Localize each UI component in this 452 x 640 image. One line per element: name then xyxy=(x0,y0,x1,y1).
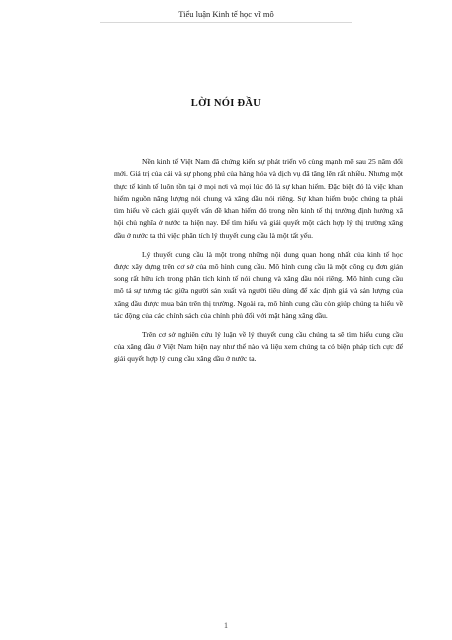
page-title: LỜI NÓI ĐẦU xyxy=(190,98,262,109)
body-text xyxy=(114,156,403,372)
paragraph-3: Trên cơ sở nghiên cứu lý luận về lý thuyết cung cầu chúng ta sẽ tìm hiểu cung cầu của xăng dầu ở Việt Nam hiện nay như thế nào và liệu xem chúng ta có biện pháp tích cực để giải quyết hợp lý cung cầu xăng dầu ở nước ta. xyxy=(114,329,403,364)
running-header: Tiểu luận Kinh tế học vĩ mô xyxy=(178,9,274,19)
header-divider xyxy=(100,22,352,23)
paragraph-1: Nền kinh tế Việt Nam đã chứng kiến sự phát triển vô cùng mạnh mẽ sau 25 năm đổi mới. Giá trị của cải và sự phong phú của hàng hóa và dịch vụ đã tăng lên rất nhiều. Nhưng một thực tế kinh tế luôn tồn tại ở mọi nơi và mọi lúc đó là sự khan hiếm. Đặc biệt đó là việc khan hiếm nguồn năng lượng nói chung và xăng dầu nói riêng. Sự khan hiếm buộc chúng ta phải tìm hiểu về cách giải quyết vấn đề khan hiếm đó trong nền kinh tế thị trường định hướng xã hội chủ nghĩa ở nước ta hiện nay. Để tìm hiểu và giải quyết một cách hợp lý thị trường xăng dầu ở nước ta thì việc phân tích lý thuyết cung cầu là một tất yếu. xyxy=(114,157,403,240)
paragraph-2: Lý thuyết cung cầu là một trong những nội dung quan hong nhất của kinh tế học được xây dựng trên cơ sở của mô hình cung cầu. Mô hình cung cầu là một công cụ đơn giản song rất hữu ích trong phân tích kinh tế nói chung và xăng dầu nói riêng. Mô hình cung cầu mô tả sự tương tác giữa người sản xuất và người tiêu dùng để xác định giá và sản lượng của xăng dầu được mua bán trên thị trường. Ngoài ra, mô hình cung cầu còn giúp chúng ta hiểu về tác động của các chính sách của chính phủ đối với mặt hàng xăng dầu. xyxy=(114,249,403,321)
page-number: 1 xyxy=(224,621,228,630)
